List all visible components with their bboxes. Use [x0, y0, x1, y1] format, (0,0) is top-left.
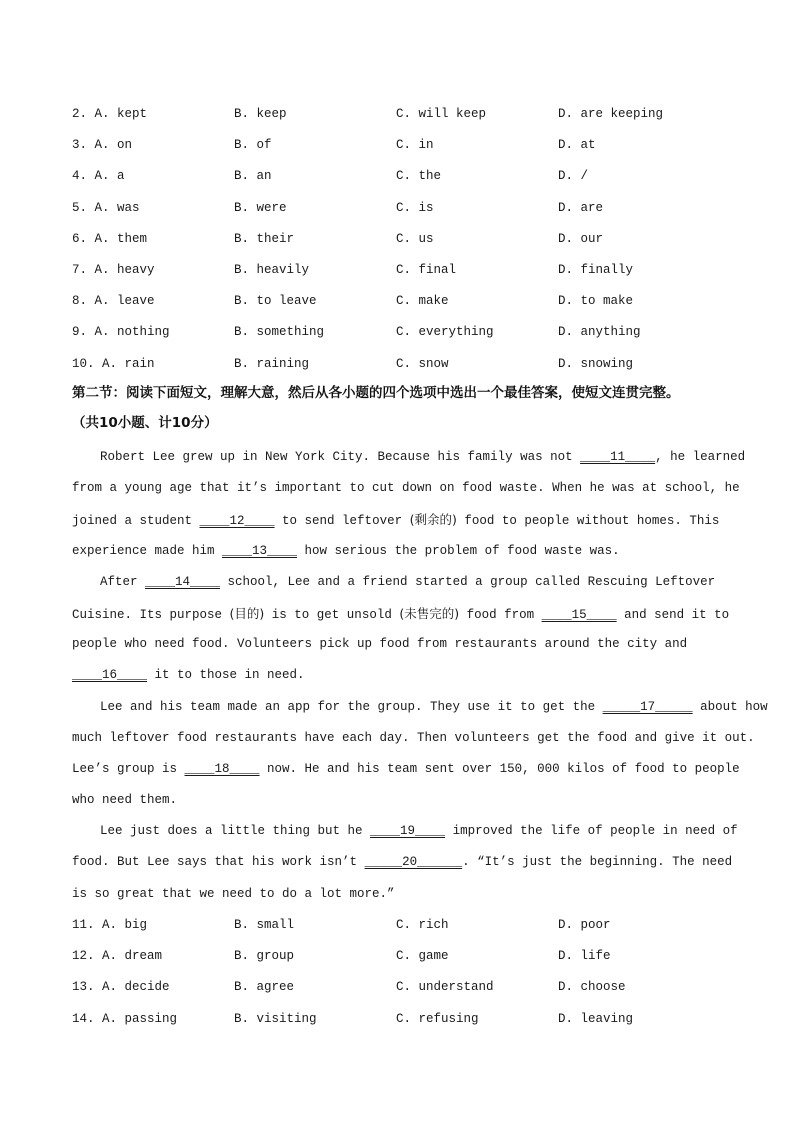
option-d: D. leaving — [558, 1011, 634, 1026]
option-a: A. kept — [94, 107, 148, 121]
option-a: A. them — [94, 231, 148, 246]
options-list-bottom — [72, 910, 752, 1035]
option-b: B. were — [234, 200, 287, 215]
passage-line: food. But Lee says that his work isn’t _____20______. “It’s just the beginning. The need — [72, 855, 733, 870]
passage-line: people who need food. Volunteers pick up food from restaurants around the city and — [72, 637, 688, 652]
blank-11: ____11____ — [580, 450, 656, 464]
option-b: B. visiting — [234, 1011, 317, 1026]
blank-17: _____17_____ — [602, 699, 693, 714]
option-a: A. was — [94, 200, 140, 215]
option-d: D. at — [558, 138, 596, 153]
option-d: D. are — [558, 200, 604, 215]
passage-line: Cuisine. Its purpose (目的) is to get unsold (未售完的) food from ____15____ and send it to — [72, 605, 730, 622]
option-b: B. raining — [234, 356, 310, 371]
passage-line: much leftover food restaurants have each day. Then volunteers get the food and give it out. — [72, 730, 755, 745]
question-number: 9. — [72, 325, 88, 340]
option-b: B. an — [234, 169, 272, 184]
passage-line: experience made him ____13____ how serious the problem of food waste was. — [72, 543, 620, 558]
option-c: C. will keep — [396, 107, 487, 121]
option-b: B. something — [234, 325, 325, 340]
question-number: 3. — [72, 138, 88, 153]
question-number: 13. — [72, 980, 95, 995]
gloss-note: (未售完的) — [399, 605, 460, 621]
option-c: C. make — [396, 294, 449, 309]
option-b: B. keep — [234, 107, 287, 121]
option-a: A. leave — [94, 294, 155, 309]
question-number: 11. — [72, 918, 95, 932]
option-c: C. understand — [396, 980, 494, 995]
question-number: 6. — [72, 231, 88, 246]
option-a: A. a — [94, 169, 125, 184]
question-number: 2. — [72, 107, 88, 121]
question-option-row — [72, 1004, 752, 1035]
option-d: D. anything — [558, 325, 641, 340]
option-b: B. group — [234, 949, 295, 964]
blank-16: ____16____ — [72, 668, 148, 683]
passage-line: After ____14____ school, Lee and a friend started a group called Rescuing Leftover — [100, 574, 716, 589]
question-option-row — [72, 972, 752, 1003]
option-a: A. on — [94, 138, 133, 153]
question-option-row — [72, 193, 752, 224]
options-list-top — [72, 99, 752, 380]
blank-18: ____18____ — [184, 761, 260, 776]
blank-13: ____13____ — [222, 543, 298, 558]
option-b: B. of — [234, 138, 272, 153]
question-option-row — [72, 941, 752, 972]
question-number: 10. — [72, 356, 95, 371]
question-number: 8. — [72, 294, 88, 309]
blank-20: _____20______ — [364, 855, 463, 870]
option-c: C. us — [396, 231, 434, 246]
question-option-row — [72, 317, 752, 348]
section-heading — [72, 378, 732, 438]
question-number: 5. — [72, 200, 88, 215]
section-heading-line: 第二节：阅读下面短文，理解大意，然后从各小题的四个选项中选出一个最佳答案，使短文连贯完整。 — [72, 385, 680, 401]
question-option-row — [72, 130, 752, 161]
question-number: 14. — [72, 1011, 95, 1026]
option-c: C. game — [396, 949, 449, 964]
option-d: D. our — [558, 231, 604, 246]
option-d: D. are keeping — [558, 107, 664, 121]
question-option-row — [72, 286, 752, 317]
option-d: D. to make — [558, 294, 634, 309]
option-a: A. dream — [102, 949, 163, 964]
option-a: A. nothing — [94, 325, 170, 340]
passage-line: is so great that we need to do a lot more.” — [72, 886, 395, 901]
blank-14: ____14____ — [145, 574, 221, 589]
blank-19: ____19____ — [370, 824, 446, 839]
question-number: 4. — [72, 169, 88, 184]
option-b: B. agree — [234, 980, 295, 995]
option-a: A. heavy — [94, 262, 155, 277]
option-d: D. poor — [558, 918, 611, 932]
option-d: D. / — [558, 169, 589, 184]
passage-line: ____16____ it to those in need. — [72, 668, 305, 683]
option-c: C. the — [396, 169, 442, 184]
option-c: C. final — [396, 262, 457, 277]
option-b: B. heavily — [234, 262, 310, 277]
question-option-row — [72, 224, 752, 255]
option-d: D. snowing — [558, 356, 634, 371]
blank-12: ____12____ — [199, 514, 275, 529]
option-d: D. finally — [558, 262, 634, 277]
option-c: C. everything — [396, 325, 494, 340]
option-c: C. snow — [396, 356, 449, 371]
passage-line: Lee and his team made an app for the group. They use it to get the _____17_____ about how — [100, 699, 768, 714]
question-number: 12. — [72, 949, 95, 964]
reading-passage — [72, 442, 768, 910]
option-c: C. in — [396, 138, 434, 153]
option-a: A. decide — [102, 980, 170, 995]
passage-line: Lee just does a little thing but he ____19____ improved the life of people in need of — [100, 824, 738, 839]
passage-line: joined a student ____12____ to send leftover (剩余的) food to people without homes. This — [72, 512, 720, 529]
passage-line: Robert Lee grew up in New York City. Because his family was not ____11____, he learned — [100, 450, 746, 464]
option-c: C. is — [396, 200, 434, 215]
option-a: A. rain — [102, 356, 155, 371]
question-option-row — [72, 255, 752, 286]
question-option-row — [72, 161, 752, 192]
option-a: A. big — [102, 918, 148, 932]
gloss-note: (目的) — [229, 605, 265, 621]
question-option-row — [72, 349, 752, 380]
section-heading-line: （共10小题、计10分） — [72, 415, 218, 431]
passage-line: from a young age that it’s important to cut down on food waste. When he was at school, he — [72, 481, 740, 496]
option-a: A. passing — [102, 1011, 178, 1026]
option-c: C. refusing — [396, 1011, 479, 1026]
option-d: D. life — [558, 949, 611, 964]
option-b: B. to leave — [234, 294, 317, 309]
question-option-row — [72, 99, 752, 130]
option-b: B. their — [234, 231, 295, 246]
passage-line: who need them. — [72, 793, 178, 808]
blank-15: ____15____ — [541, 607, 617, 622]
gloss-note: (剩余的) — [409, 512, 457, 528]
option-c: C. rich — [396, 918, 449, 932]
option-b: B. small — [234, 918, 295, 932]
option-d: D. choose — [558, 980, 626, 995]
question-option-row — [72, 910, 752, 941]
question-number: 7. — [72, 262, 88, 277]
passage-line: Lee’s group is ____18____ now. He and his team sent over 150, 000 kilos of food to people — [72, 761, 740, 776]
